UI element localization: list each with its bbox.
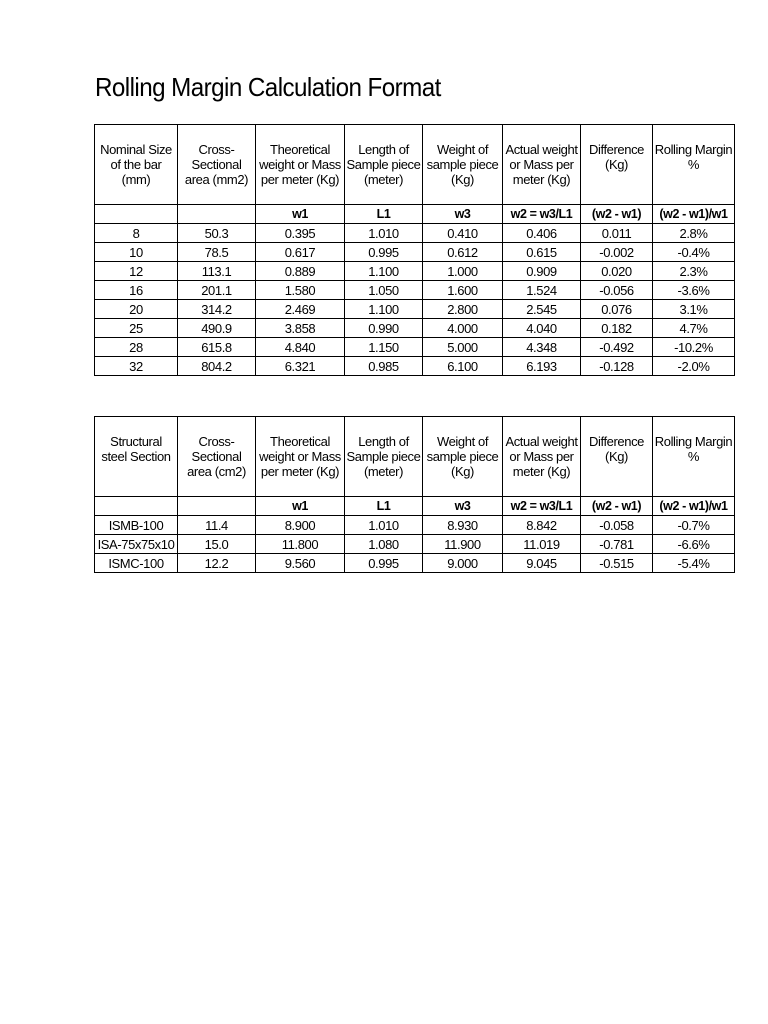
formula-symbol-cell	[178, 497, 256, 516]
column-header-line: Sample piece	[346, 449, 421, 464]
formula-symbol-row	[95, 497, 735, 516]
table-cell: 25	[95, 319, 178, 338]
column-header-line: (Kg)	[451, 464, 474, 479]
table-cell: 4.348	[503, 338, 581, 357]
column-header	[178, 417, 256, 497]
table-cell: 1.100	[345, 262, 423, 281]
column-header-line: per meter (Kg)	[260, 172, 340, 187]
table-row	[95, 319, 735, 338]
formula-symbol-cell: (w2 - w1)/w1	[653, 497, 735, 516]
table-cell: 32	[95, 357, 178, 376]
table-cell: 1.080	[345, 535, 423, 554]
column-header-line: Rolling Margin	[654, 142, 733, 157]
table-cell: -0.515	[581, 554, 653, 573]
table-cell: 11.4	[178, 516, 256, 535]
column-header-line: sample piece	[426, 157, 499, 172]
column-header-line: Sample piece	[346, 157, 421, 172]
table-cell: 4.7%	[653, 319, 735, 338]
column-header-line: Difference	[588, 434, 644, 449]
table-cell: 4.000	[423, 319, 503, 338]
table-row	[95, 243, 735, 262]
table-row	[95, 300, 735, 319]
rebar-rolling-margin-table	[94, 124, 735, 376]
column-header	[345, 417, 423, 497]
column-header-line: Weight of	[436, 142, 489, 157]
column-header-line: weight or Mass	[259, 157, 341, 172]
page-title: Rolling Margin Calculation Format	[95, 72, 441, 102]
column-header	[345, 125, 423, 205]
column-header	[581, 125, 653, 205]
column-header	[256, 417, 345, 497]
table-cell: 1.580	[256, 281, 345, 300]
table-cell: -0.781	[581, 535, 653, 554]
column-header-line: or Mass per	[509, 157, 574, 172]
formula-symbol-cell: w3	[423, 497, 503, 516]
column-header-line: Cross-	[198, 142, 235, 157]
table-row	[95, 516, 735, 535]
formula-symbol-cell: (w2 - w1)	[581, 497, 653, 516]
table-cell: 4.840	[256, 338, 345, 357]
table-cell: 804.2	[178, 357, 256, 376]
table-cell: -0.058	[581, 516, 653, 535]
table-cell: 0.395	[256, 224, 345, 243]
column-header-line: steel Section	[101, 449, 171, 464]
column-header	[581, 417, 653, 497]
formula-symbol-cell: L1	[345, 205, 423, 224]
table-cell: 2.3%	[653, 262, 735, 281]
header-row	[95, 417, 735, 497]
table-cell: 50.3	[178, 224, 256, 243]
formula-symbol-cell: (w2 - w1)	[581, 205, 653, 224]
column-header-line: Theoretical	[270, 434, 330, 449]
column-header-line: (mm)	[121, 172, 151, 187]
table-cell: 0.909	[503, 262, 581, 281]
column-header-line: Cross-	[198, 434, 235, 449]
table-cell: 0.617	[256, 243, 345, 262]
table-row	[95, 262, 735, 281]
table-cell: 490.9	[178, 319, 256, 338]
formula-symbol-cell: w2 = w3/L1	[503, 205, 581, 224]
table-cell: 15.0	[178, 535, 256, 554]
table-cell: ISMB-100	[95, 516, 178, 535]
table-cell: 6.321	[256, 357, 345, 376]
table-cell: 0.985	[345, 357, 423, 376]
table-cell: ISMC-100	[95, 554, 178, 573]
column-header-line: Length of	[358, 142, 409, 157]
structural-section-rolling-margin-table	[94, 416, 735, 573]
column-header-line: (Kg)	[451, 172, 474, 187]
table-cell: 0.406	[503, 224, 581, 243]
table-cell: 1.010	[345, 224, 423, 243]
table-cell: 12.2	[178, 554, 256, 573]
table-cell: 8.900	[256, 516, 345, 535]
formula-symbol-cell: w1	[256, 497, 345, 516]
column-header-line: Rolling Margin	[654, 434, 733, 449]
table-cell: 0.995	[345, 554, 423, 573]
column-header-line: Length of	[358, 434, 409, 449]
table-cell: 9.000	[423, 554, 503, 573]
column-header-line: Actual weight	[505, 434, 578, 449]
table-cell: 1.050	[345, 281, 423, 300]
column-header-line: Actual weight	[505, 142, 578, 157]
formula-symbol-cell: w2 = w3/L1	[503, 497, 581, 516]
table-cell: 2.469	[256, 300, 345, 319]
formula-symbol-row	[95, 205, 735, 224]
column-header-line: weight or Mass	[259, 449, 341, 464]
column-header	[653, 125, 735, 205]
table-cell: 113.1	[178, 262, 256, 281]
column-header-line: sample piece	[426, 449, 499, 464]
table-cell: 0.410	[423, 224, 503, 243]
table-row	[95, 281, 735, 300]
table-cell: 11.800	[256, 535, 345, 554]
table-cell: 1.000	[423, 262, 503, 281]
table-cell: 9.560	[256, 554, 345, 573]
table-cell: 0.182	[581, 319, 653, 338]
table-cell: 0.612	[423, 243, 503, 262]
column-header-line: Weight of	[436, 434, 489, 449]
column-header-line: meter (Kg)	[512, 464, 571, 479]
table-cell: -2.0%	[653, 357, 735, 376]
column-header-line: Nominal Size	[100, 142, 172, 157]
table-cell: 8.930	[423, 516, 503, 535]
table-cell: 3.858	[256, 319, 345, 338]
table-cell: 9.045	[503, 554, 581, 573]
table-cell: -0.128	[581, 357, 653, 376]
column-header-line: (Kg)	[605, 449, 628, 464]
table-cell: 10	[95, 243, 178, 262]
table-cell: 0.011	[581, 224, 653, 243]
table-cell: 11.019	[503, 535, 581, 554]
formula-symbol-cell: w1	[256, 205, 345, 224]
table-cell: 314.2	[178, 300, 256, 319]
column-header-line: meter (Kg)	[512, 172, 571, 187]
column-header-line: Sectional	[191, 449, 242, 464]
table-cell: 11.900	[423, 535, 503, 554]
table-cell: 6.100	[423, 357, 503, 376]
formula-symbol-cell: (w2 - w1)/w1	[653, 205, 735, 224]
column-header	[423, 125, 503, 205]
table-cell: -0.056	[581, 281, 653, 300]
formula-symbol-cell	[95, 497, 178, 516]
formula-symbol-cell: L1	[345, 497, 423, 516]
table-cell: ISA-75x75x10	[95, 535, 178, 554]
formula-symbol-cell	[95, 205, 178, 224]
table-cell: -6.6%	[653, 535, 735, 554]
table-cell: 4.040	[503, 319, 581, 338]
column-header-line: area (cm2)	[187, 464, 246, 479]
table-cell: 0.995	[345, 243, 423, 262]
column-header-line: Difference	[588, 142, 644, 157]
column-header-line: area (mm2)	[184, 172, 249, 187]
table-cell: -0.002	[581, 243, 653, 262]
table-cell: -3.6%	[653, 281, 735, 300]
table-cell: -0.4%	[653, 243, 735, 262]
table-cell: 201.1	[178, 281, 256, 300]
table-row	[95, 554, 735, 573]
column-header-line: Structural	[110, 434, 162, 449]
column-header-line: per meter (Kg)	[260, 464, 340, 479]
table-cell: 1.100	[345, 300, 423, 319]
table-cell: 1.524	[503, 281, 581, 300]
table-cell: 16	[95, 281, 178, 300]
column-header-line: (Kg)	[605, 157, 628, 172]
table-cell: -10.2%	[653, 338, 735, 357]
column-header	[423, 417, 503, 497]
column-header	[653, 417, 735, 497]
column-header-line: %	[687, 157, 700, 172]
column-header-line: or Mass per	[509, 449, 574, 464]
table-cell: 2.800	[423, 300, 503, 319]
table-row	[95, 224, 735, 243]
formula-symbol-cell: w3	[423, 205, 503, 224]
table-cell: -0.492	[581, 338, 653, 357]
table-cell: 8	[95, 224, 178, 243]
column-header	[95, 125, 178, 205]
table-cell: 8.842	[503, 516, 581, 535]
table-cell: 0.020	[581, 262, 653, 281]
column-header-line: of the bar	[110, 157, 162, 172]
table-cell: 5.000	[423, 338, 503, 357]
table-cell: 615.8	[178, 338, 256, 357]
table-row	[95, 338, 735, 357]
table-cell: -5.4%	[653, 554, 735, 573]
table-cell: 20	[95, 300, 178, 319]
table-cell: 6.193	[503, 357, 581, 376]
header-row	[95, 125, 735, 205]
table-cell: 28	[95, 338, 178, 357]
table-cell: 0.990	[345, 319, 423, 338]
column-header	[503, 417, 581, 497]
column-header-line: (meter)	[363, 172, 404, 187]
table-cell: 0.076	[581, 300, 653, 319]
table-cell: 1.010	[345, 516, 423, 535]
table-cell: 1.600	[423, 281, 503, 300]
column-header-line: Theoretical	[270, 142, 330, 157]
table-cell: 2.545	[503, 300, 581, 319]
column-header-line: %	[687, 449, 700, 464]
table-cell: 0.615	[503, 243, 581, 262]
column-header-line: (meter)	[363, 464, 404, 479]
column-header	[256, 125, 345, 205]
column-header-line: Sectional	[191, 157, 242, 172]
table-cell: 1.150	[345, 338, 423, 357]
table-cell: 3.1%	[653, 300, 735, 319]
table-row	[95, 357, 735, 376]
table-cell: 78.5	[178, 243, 256, 262]
formula-symbol-cell	[178, 205, 256, 224]
table-cell: 0.889	[256, 262, 345, 281]
table-cell: 12	[95, 262, 178, 281]
table-cell: -0.7%	[653, 516, 735, 535]
table-cell: 2.8%	[653, 224, 735, 243]
column-header	[178, 125, 256, 205]
column-header	[503, 125, 581, 205]
table-row	[95, 535, 735, 554]
column-header	[95, 417, 178, 497]
